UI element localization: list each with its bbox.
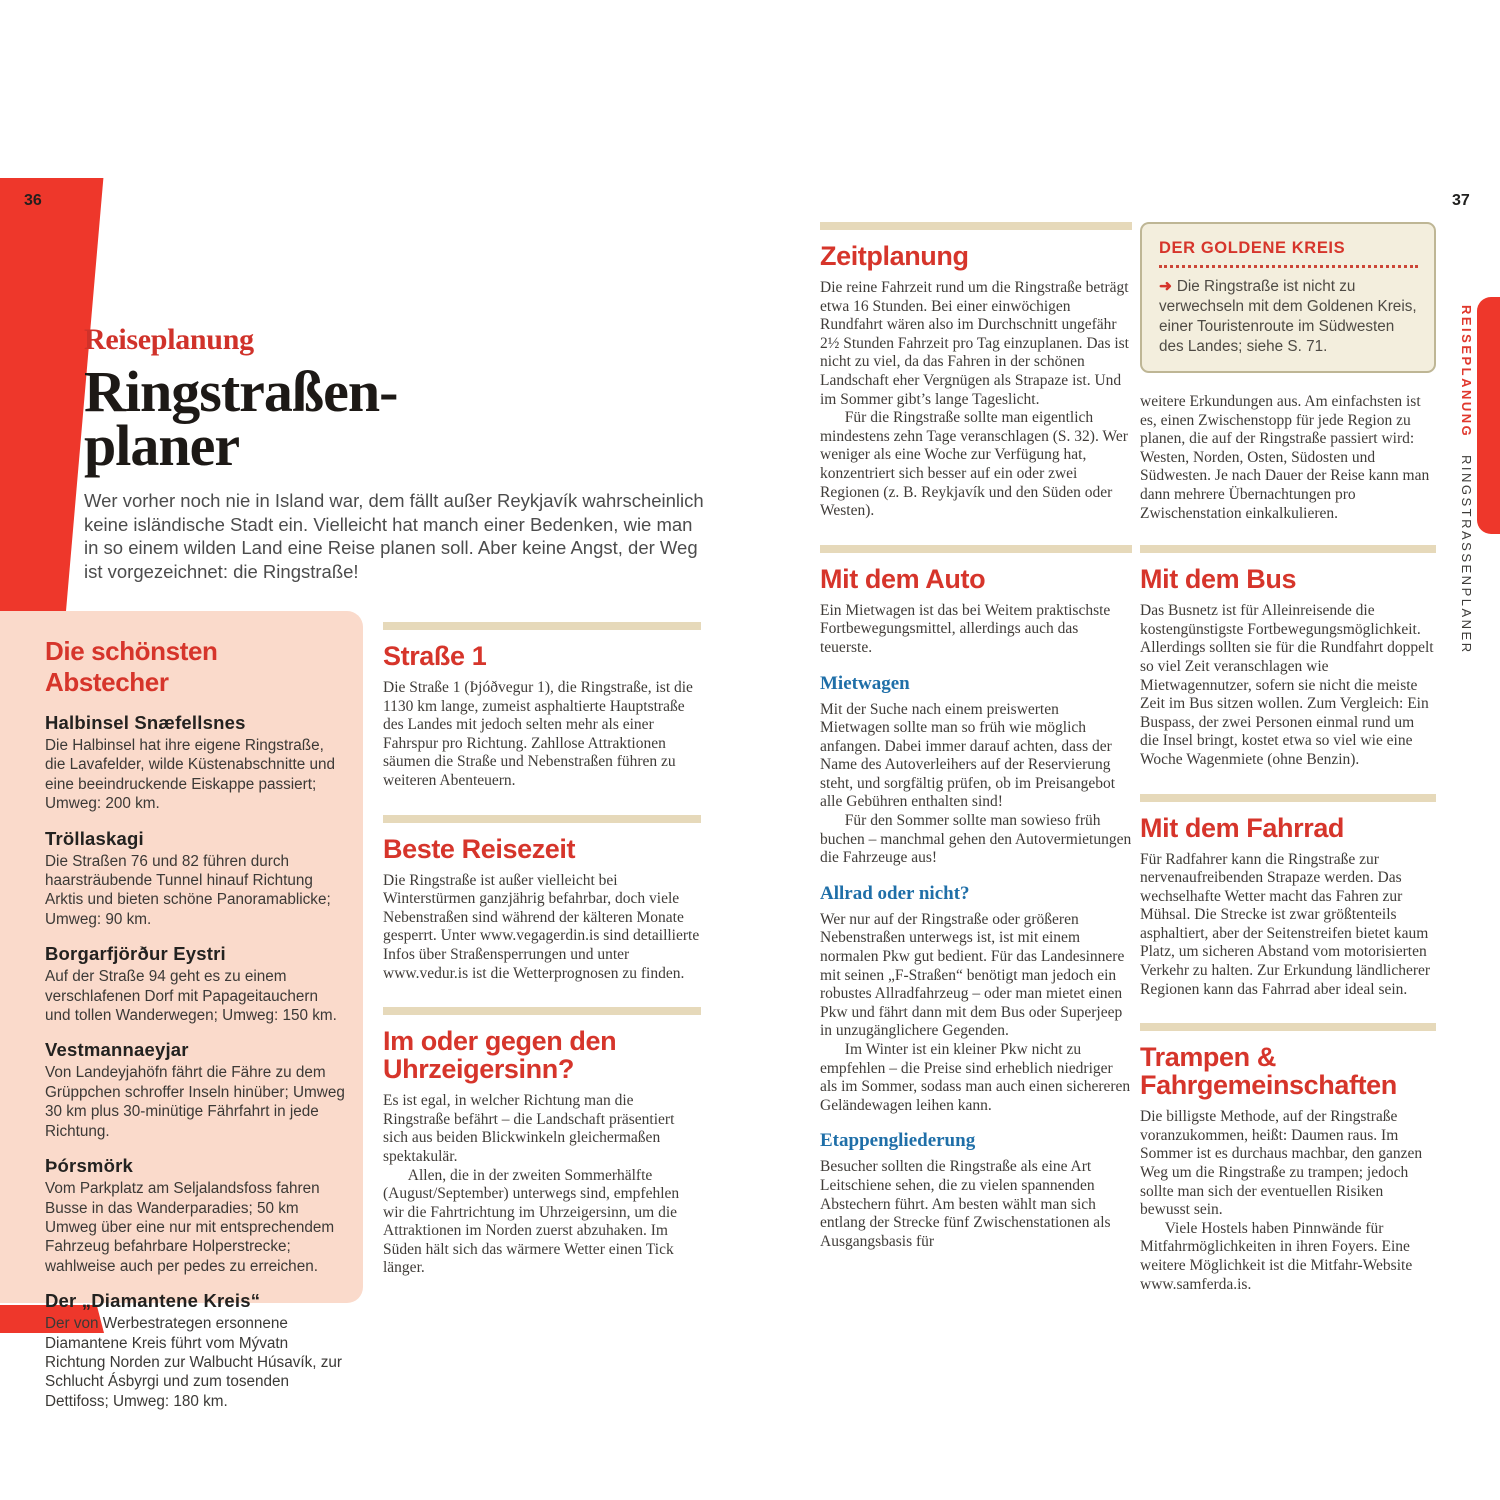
right-column-2: [1140, 222, 1436, 1318]
section-title: Beste Reisezeit: [383, 833, 576, 864]
right-column-1: [820, 222, 1132, 1275]
section-rule: [1140, 1023, 1436, 1031]
section-mit-dem-bus: [1140, 545, 1436, 769]
spine-title: RINGSTRASSENPLANER: [1459, 455, 1474, 656]
detour-title: Der „Diamantene Kreis“: [45, 1290, 261, 1312]
detour-text: Die Halbinsel hat ihre eigene Ringstraße, die Lavafelder, wilde Küstenabschnitte und eine beeindruckende Eiskappe passiert; Umweg: 200 km.: [45, 737, 335, 813]
section-paragraph: Besucher sollten die Ringstraße als eine Art Leitschiene sehen, die zu vielen spannenden Abstechern führt. Am besten wählt man sich entlang der Strecke fünf Zwischenstationen als Ausgangsbasis für: [820, 1158, 1111, 1250]
list-item: [45, 1290, 345, 1411]
goldener-kreis-box: [1140, 222, 1436, 373]
chapter-tab: [1477, 297, 1500, 534]
list-item: [45, 1155, 345, 1276]
section-strasse-1: [383, 622, 701, 791]
section-trampen: [1140, 1023, 1436, 1294]
page-title: [84, 359, 709, 478]
section-paragraph: Viele Hostels haben Pinnwände für Mitfahrmöglichkeiten in ihren Foyers. Eine weitere Möglichkeit ist die Mitfahr-Website www.samferda.is.: [1140, 1219, 1413, 1293]
detour-title: Tröllaskagi: [45, 827, 144, 849]
page-title-line1: Ringstraßen-: [84, 359, 398, 424]
section-paragraph: Die reine Fahrzeit rund um die Ringstraße beträgt etwa 16 Stunden. Bei einer einwöchigen Rundfahrt wären also im Durchschnitt ungefähr 2½ Stunden Fahrzeit pro Tag einzuplanen. Das ist nicht zu viel, da das Fahren in der schönen Landschaft eher Vergnügen als Strapaze ist. Und im Sommer gibt’s lange Tageslicht.: [820, 279, 1129, 408]
section-uhrzeigersinn: [383, 1007, 701, 1278]
detour-text: Vom Parkplatz am Seljalandsfoss fahren Busse in das Wanderparadies; 50 km Umweg über eine nur mit entsprechendem Fahrzeug befahrbare Holperstrecke; wahlweise auch per pedes zu erreichen.: [45, 1180, 335, 1275]
detours-box: [0, 611, 363, 1410]
detour-text: Auf der Straße 94 geht es zu einem verschlafenen Dorf mit Papageitauchern und tollen Wanderwegen; Umweg: 150 km.: [45, 968, 337, 1025]
section-title: Im oder gegen den Uhrzeigersinn?: [383, 1026, 617, 1085]
section-title: Trampen & Fahrgemeinschaften: [1140, 1042, 1397, 1101]
section-rule: [820, 222, 1132, 230]
section-title: Mit dem Bus: [1140, 564, 1297, 595]
detour-title: Vestmannaeyjar: [45, 1039, 189, 1061]
section-paragraph: Ein Mietwagen ist das bei Weitem praktischste Fortbewegungsmittel, allerdings auch das teuerste.: [820, 601, 1111, 656]
infobox-title: DER GOLDENE KREIS: [1159, 239, 1346, 257]
section-rule: [1140, 794, 1436, 802]
section-paragraph: weitere Erkundungen aus. Am einfachsten ist es, einen Zwischenstopp für jede Region zu planen, die auf der Ringstraße passiert wird: Westen, Norden, Osten, Südosten und Südwesten. Je nach Dauer der Reise kann man dann mehrere Übernachtungen pro Zwischenstation einkalkulieren.: [1140, 393, 1430, 522]
section-rule: [820, 545, 1132, 553]
section-title: Zeitplanung: [820, 241, 969, 271]
section-paragraph: Wer nur auf der Ringstraße oder größeren Nebenstraßen unterwegs ist, ist mit einem normalen Pkw gut bedient. Für das Landesinnere mit seinen „F-Straßen“ benötigt man jedoch ein robustes Allradfahrzeug – oder man mietet einen Pkw und fährt dann mit dem Bus oder Superjeep in unzugänglichere Gegenden.: [820, 910, 1125, 1040]
section-paragraph: Im Winter ist ein kleiner Pkw nicht zu empfehlen – die Preise sind erheblich niedriger als im Sommer, sodass man auch einen sichereren Geländewagen leihen kann.: [820, 1041, 1131, 1114]
section-paragraph: Für die Ringstraße sollte man eigentlich mindestens zehn Tage veranschlagen (S. 32). Wer weniger als eine Woche zur Verfügung hat, konzentriert sich besser auf ein oder zwei Regionen (z. B. Reykjavík und den Süden oder Westen).: [820, 409, 1128, 520]
page-number-left: 36: [24, 192, 42, 209]
list-item: [45, 828, 345, 930]
detour-title: Borgarfjörður Eystri: [45, 943, 226, 965]
intro-paragraph: Wer vorher noch nie in Island war, dem fällt außer Reykjavík wahrscheinlich keine isländische Stadt ein. Vielleicht hat manch einer Bedenken, wie man in so einem wilden Land eine Reise planen soll. Aber keine Angst, der Weg ist vorgezeichnet: die Ringstraße!: [84, 490, 704, 582]
section-mit-dem-auto: [820, 545, 1132, 1252]
detour-title: Halbinsel Snæfellsnes: [45, 712, 246, 733]
detours-box-title: Die schönsten Abstecher: [45, 636, 218, 697]
section-paragraph: Allen, die in der zweiten Sommerhälfte (August/September) unterwegs sind, empfehlen wir die Fahrtrichtung im Uhrzeigersinn, um die Attraktionen im Norden zuerst abzuhaken. Im Süden hält sich das wärmere Wetter einen Tick länger.: [383, 1166, 680, 1277]
infobox-text: [1159, 277, 1418, 357]
section-title: Mit dem Fahrrad: [1140, 812, 1345, 843]
section-rule: [383, 622, 701, 630]
section-paragraph: Für den Sommer sollte man sowieso früh buchen – manchmal gehen den Autovermietungen die Fahrzeuge aus!: [820, 812, 1132, 867]
detour-text: Der von Werbestrategen ersonnene Diamantene Kreis führt vom Mývatn Richtung Norden zur Walbucht Húsavík, zur Schlucht Ásbyrgi und zum tosenden Dettifoss; Umweg: 180 km.: [45, 1315, 342, 1410]
list-item: [45, 943, 345, 1025]
arrow-icon: ➜: [1159, 278, 1172, 295]
section-rule: [383, 815, 701, 823]
list-item: [45, 712, 345, 814]
section-paragraph: Die billigste Methode, auf der Ringstraße voranzukommen, heißt: Daumen raus. Im Sommer ist es durchaus machbar, den ganzen Weg um die Ringstraße zu trampen; jedoch sollte man sich der eventuellen Risiken bewusst sein.: [1140, 1108, 1423, 1219]
page-title-line2: planer: [84, 413, 240, 478]
spine-label: [1459, 305, 1474, 655]
section-title: Mit dem Auto: [820, 563, 986, 594]
section-zeitplanung: [820, 222, 1132, 521]
list-item: [45, 1039, 345, 1141]
subsection-title-etappen: Etappengliederung: [820, 1130, 976, 1152]
chapter-kicker: Reiseplanung: [84, 323, 254, 356]
dotted-rule: [1159, 265, 1418, 268]
page-number-right: 37: [1452, 192, 1470, 209]
spine-kicker: REISEPLANUNG: [1459, 305, 1474, 439]
section-beste-reisezeit: [383, 815, 701, 984]
section-paragraph: Das Busnetz ist für Alleinreisende die kostengünstigste Fortbewegungsmöglichkeit. Allerdings sollten sie für die Rundfahrt doppelt so viel Zeit veranschlagen wie Mietwagennutzer, sofern sie nicht die meiste Zeit im Bus sitzen wollen. Zum Vergleich: Ein Buspass, der zwei Personen einmal rund um die Insel bringt, kostet etwa so viel wie eine Woche Wagenmiete (ohne Benzin).: [1140, 602, 1434, 768]
continuation-text: [1140, 393, 1436, 523]
detour-text: Die Straßen 76 und 82 führen durch haarsträubende Tunnel hinauf Richtung Arktis und bieten schöne Panoramablicke; Umweg: 90 km.: [45, 852, 331, 928]
section-paragraph: Es ist egal, in welcher Richtung man die Ringstraße befährt – die Landschaft präsentiert sich aus beiden Blickwinkeln gleichermaßen spektakulär.: [383, 1092, 675, 1165]
section-paragraph: Mit der Suche nach einem preiswerten Mietwagen sollte man so früh wie möglich anfangen. Dabei immer darauf achten, dass der Name des Autoverleihers auf der Reservierung steht, und sorgfältig prüfen, ob im Preisangebot alle Gebühren enthalten sind!: [820, 700, 1116, 811]
infobox-body: Die Ringstraße ist nicht zu verwechseln mit dem Goldenen Kreis, einer Touristenroute im Südwesten des Landes; siehe S. 71.: [1159, 278, 1417, 355]
section-title: Straße 1: [383, 641, 487, 671]
section-paragraph: Die Straße 1 (Þjóðvegur 1), die Ringstraße, ist die 1130 km lange, zumeist asphaltierte Hauptstraße des Landes mit jedoch selten mehr als einer Fahrspur pro Richtung. Zahllose Attraktionen säumen die Straße und Nebenstraßen führen zu weiteren Abenteuern.: [383, 679, 693, 789]
subsection-title-allrad: Allrad oder nicht?: [820, 882, 970, 904]
detour-title: Þórsmörk: [45, 1155, 133, 1177]
masthead: [84, 323, 709, 583]
detour-text: Von Landeyjahöfn fährt die Fähre zu dem Grüppchen schroffer Inseln hinüber; Umweg 30 km plus 30-minütige Fährfahrt in jede Richtung.: [45, 1064, 345, 1140]
section-rule: [1140, 545, 1436, 553]
section-mit-dem-fahrrad: [1140, 794, 1436, 1000]
left-middle-column: [383, 622, 701, 1302]
subsection-title-mietwagen: Mietwagen: [820, 672, 910, 694]
section-paragraph: Für Radfahrer kann die Ringstraße zur nervenaufreibenden Strapaze werden. Das wechselhafte Wetter macht das Fahren zur Mühsal. Die Strecke ist zwar größtenteils asphaltiert, aber der Seitenstreifen bietet kaum Platz, um sicheren Abstand vom motorisierten Verkehr zu halten. Zur Erkundung ländlicherer Regionen kann das Fahrrad aber ideal sein.: [1140, 850, 1431, 998]
section-rule: [383, 1007, 701, 1015]
section-paragraph: Die Ringstraße ist außer vielleicht bei Winterstürmen ganzjährig befahrbar, doch viele Nebenstraßen sind während der kälteren Monate gesperrt. Unter www.vegagerdin.is sind detaillierte Infos über Straßensperrungen und unter www.vedur.is ist die Wetterprognosen zu finden.: [383, 871, 700, 982]
